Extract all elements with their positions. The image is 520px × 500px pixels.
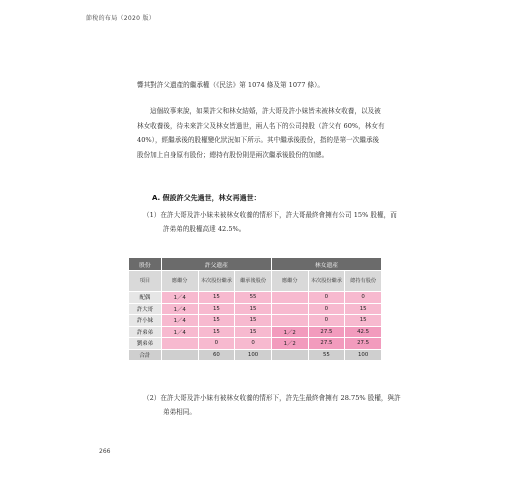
case-2-text: （2）在許大哥及許小妹有被林女收養的情形下，許先生最終會擁有 28.75% 股權，與許弟弟相同。 xyxy=(143,394,401,416)
header-father-estate: 許父遺產 xyxy=(161,258,271,271)
header-portion-2: 應繼分 xyxy=(271,271,308,292)
cell-portion: 1／4 xyxy=(161,326,198,338)
header-portion: 應繼分 xyxy=(161,271,198,292)
cell-total: 42.5 xyxy=(345,326,382,338)
table-row xyxy=(129,338,382,350)
row-label: 合計 xyxy=(129,349,162,361)
row-label: 配偶 xyxy=(129,292,162,304)
case-1-text: （1）在許大哥及許小妹未被林女收養的情形下，許大哥最終會擁有公司 15% 股權，而許弟弟的股權高達 42.5%。 xyxy=(143,211,397,233)
row-label: 許小妹 xyxy=(129,315,162,327)
cell-inherited-2: 0 xyxy=(308,315,345,327)
table-header-top-row xyxy=(129,258,382,271)
header-item: 項目 xyxy=(129,271,162,292)
cell-portion: 1／4 xyxy=(161,292,198,304)
cell-inherited-2: 0 xyxy=(308,292,345,304)
cell-inherited: 15 xyxy=(198,292,235,304)
cell-after: 15 xyxy=(235,326,272,338)
header-total: 總持有股份 xyxy=(345,271,382,292)
cell-after: 15 xyxy=(235,315,272,327)
row-label: 許大哥 xyxy=(129,303,162,315)
cell-inherited-2: 0 xyxy=(308,303,345,315)
cell-portion-2 xyxy=(271,315,308,327)
header-lin-estate: 林女遺產 xyxy=(271,258,381,271)
table-row xyxy=(129,326,382,338)
cell-total: 27.5 xyxy=(345,338,382,350)
cell-portion-2: 1／2 xyxy=(271,338,308,350)
inheritance-table xyxy=(128,257,382,361)
row-label: 劉弟弟 xyxy=(129,338,162,350)
cell-inherited: 0 xyxy=(198,338,235,350)
header-inherited: 本次股份繼承 xyxy=(198,271,235,292)
cell-portion-2: 1／2 xyxy=(271,326,308,338)
page-number: 266 xyxy=(99,448,111,455)
cell-inherited-2: 27.5 xyxy=(308,326,345,338)
cell-after: 0 xyxy=(235,338,272,350)
running-header: 節稅的布局（2020 版） xyxy=(86,15,156,22)
header-after: 繼承後股份 xyxy=(235,271,272,292)
paragraph-continuation: 響其對許父遺產的繼承權（《民法》第 1074 條及第 1077 條）。 xyxy=(137,81,325,89)
cell-inherited: 60 xyxy=(198,349,235,361)
cell-inherited-2: 55 xyxy=(308,349,345,361)
table-row xyxy=(129,315,382,327)
cell-inherited: 15 xyxy=(198,315,235,327)
cell-portion: 1／4 xyxy=(161,303,198,315)
cell-portion-2 xyxy=(271,303,308,315)
paragraph-main: 這個故事來說，如果許父和林女結婚，許大哥及許小妹皆未被林女收養，以及被林女收養後，待未來許父及林女皆過世，兩人名下的公司持股（許父有 60%，林女有 40%），經繼承後的股權變化狀況如下所示。其中繼承後股份，指的是第一次繼承後股份加上自身原有股份；總持有股份則是兩次繼承後股份的加總。 xyxy=(137,107,385,159)
cell-after: 100 xyxy=(235,349,272,361)
cell-after: 55 xyxy=(235,292,272,304)
cell-portion-2 xyxy=(271,292,308,304)
table-total-row xyxy=(129,349,382,361)
cell-inherited: 15 xyxy=(198,303,235,315)
cell-portion: 1／4 xyxy=(161,315,198,327)
cell-inherited: 15 xyxy=(198,326,235,338)
cell-portion xyxy=(161,338,198,350)
cell-total: 100 xyxy=(345,349,382,361)
row-label: 許弟弟 xyxy=(129,326,162,338)
cell-inherited-2: 27.5 xyxy=(308,338,345,350)
cell-after: 15 xyxy=(235,303,272,315)
section-heading: A. 假設許父先過世，林女再過世： xyxy=(152,194,261,202)
table-row xyxy=(129,303,382,315)
cell-total: 15 xyxy=(345,315,382,327)
header-inherited-2: 本次股份繼承 xyxy=(308,271,345,292)
table-header-sub-row xyxy=(129,271,382,292)
cell-portion xyxy=(161,349,198,361)
table-row xyxy=(129,292,382,304)
cell-total: 15 xyxy=(345,303,382,315)
cell-portion-2 xyxy=(271,349,308,361)
header-shares: 股份 xyxy=(129,258,162,271)
cell-total: 0 xyxy=(345,292,382,304)
